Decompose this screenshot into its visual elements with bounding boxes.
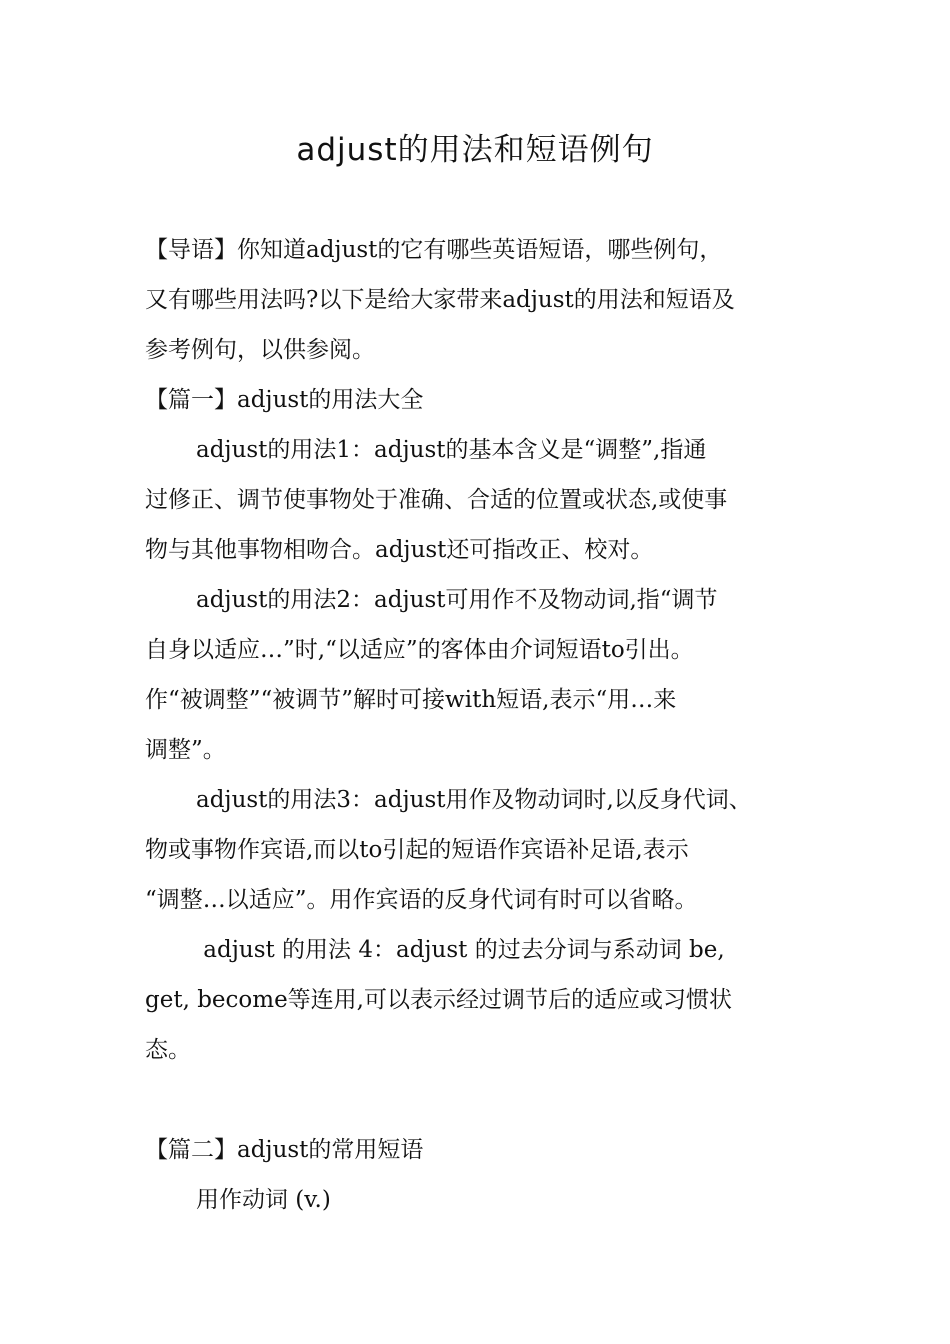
usage4-line: 态。 (145, 1037, 191, 1063)
usage1-line: adjust的用法1：adjust的基本含义是“调整”,指通 (196, 437, 707, 463)
usage1-line: 物与其他事物相吻合。adjust还可指改正、校对。 (145, 537, 654, 563)
usage3-line: 物或事物作宾语,而以to引起的短语作宾语补足语,表示 (145, 837, 689, 863)
section-heading: 【篇二】adjust的常用短语 (145, 1137, 424, 1163)
usage2-line: 作“被调整”“被调节”解时可接with短语,表示“用…来 (145, 687, 677, 713)
usage3-line: adjust的用法3：adjust用作及物动词时,以反身代词、 (196, 787, 752, 813)
section-heading: 【篇一】adjust的用法大全 (145, 387, 424, 413)
intro-line: 又有哪些用法吗?以下是给大家带来adjust的用法和短语及 (145, 287, 735, 313)
usage3-line: “调整…以适应”。用作宾语的反身代词有时可以省略。 (145, 887, 698, 913)
document-title: adjust的用法和短语例句 (296, 132, 654, 168)
usage2-line: 自身以适应…”时,“以适应”的客体由介词短语to引出。 (145, 637, 694, 663)
usage1-line: 过修正、调节使事物处于准确、合适的位置或状态,或使事 (145, 487, 728, 513)
subheading: 用作动词 (v.) (196, 1187, 331, 1213)
document-body (145, 225, 835, 1225)
intro-line: 参考例句，以供参阅。 (145, 337, 375, 363)
intro-line: 【导语】你知道adjust的它有哪些英语短语，哪些例句， (145, 237, 723, 263)
usage2-line: 调整”。 (145, 737, 226, 763)
usage4-line: get, become等连用,可以表示经过调节后的适应或习惯状 (145, 987, 732, 1013)
usage2-line: adjust的用法2：adjust可用作不及物动词,指“调节 (196, 587, 718, 613)
paragraph-gap (145, 1075, 835, 1125)
usage4-line: adjust 的用法 4：adjust 的过去分词与系动词 be, (196, 937, 725, 963)
